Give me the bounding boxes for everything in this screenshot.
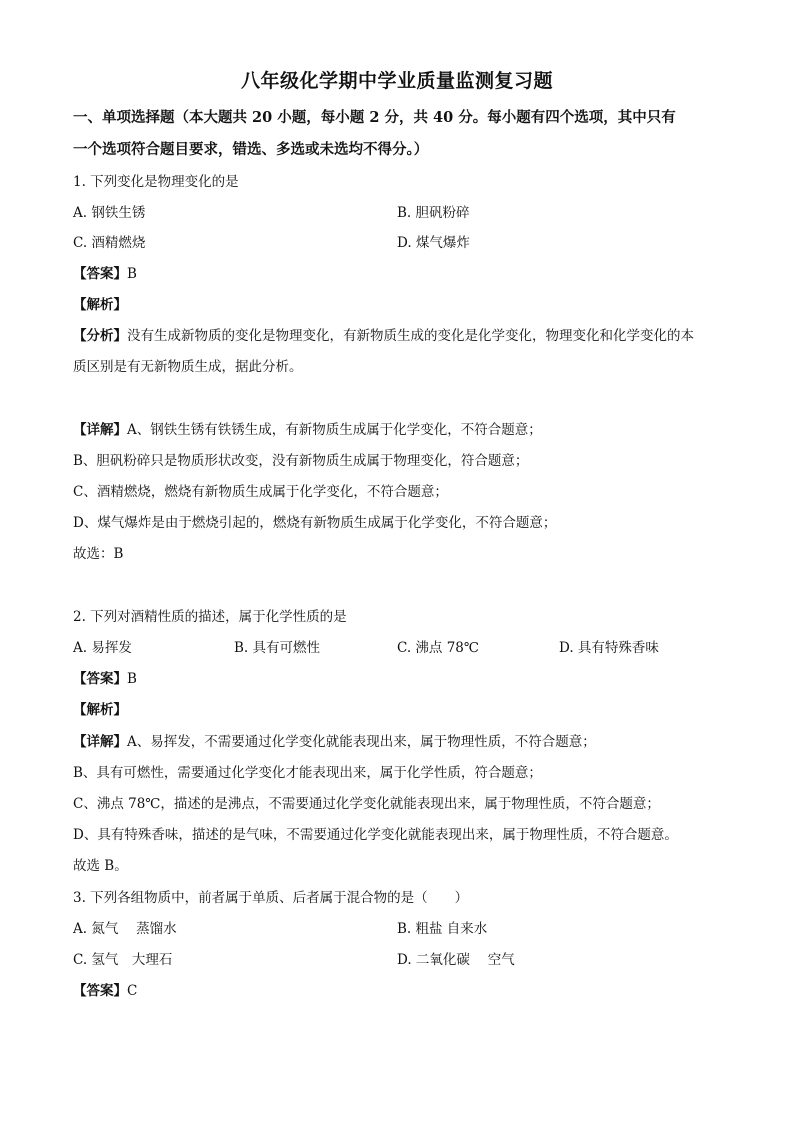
question-1-fenxi-line-2: 质区别是有无新物质生成，据此分析。 [73,359,303,375]
question-3-option-a: A. 氮气 蒸馏水 [73,921,177,937]
question-1-stem: 1. 下列变化是物理变化的是 [73,174,239,190]
fenxi-text: 没有生成新物质的变化是物理变化，有新物质生成的变化是化学变化，物理变化和化学变化的本 [127,328,694,344]
question-3-answer [73,981,137,1001]
question-2-option-a: A. 易挥发 [73,640,132,656]
detail-text: A、易挥发，不需要通过化学变化就能表现出来，属于物理性质，不符合题意； [127,734,596,750]
question-2-detail-line-4: D、具有特殊香味，描述的是气味，不需要通过化学变化就能表现出来，属于物理性质，不符合题意。 [73,827,678,843]
question-2-stem: 2. 下列对酒精性质的描述，属于化学性质的是 [73,609,347,625]
detail-text: A、钢铁生锈有铁锈生成，有新物质生成属于化学变化，不符合题意； [127,422,542,438]
question-1-option-b: B. 胆矾粉碎 [397,205,470,221]
question-3-stem: 3. 下列各组物质中，前者属于单质、后者属于混合物的是（ ） [73,890,469,906]
page-title: 八年级化学期中学业质量监测复习题 [240,70,553,92]
question-3-option-b: B. 粗盐 自来水 [397,921,488,937]
answer-value: B [127,671,137,687]
answer-value: C [127,983,138,999]
question-1-option-d: D. 煤气爆炸 [397,235,470,251]
question-2-detail-line-1 [73,732,596,752]
question-2-detail-line-2: B、具有可燃性，需要通过化学变化才能表现出来，属于化学性质，符合题意； [73,765,542,781]
question-3-option-c: C. 氢气 大理石 [73,952,173,968]
question-2-option-b: B. 具有可燃性 [234,640,321,656]
section-heading-line-1: 一、单项选择题（本大题共 20 小题，每小题 2 分，共 40 分。每小题有四个选项，其中只有 [73,109,676,126]
analysis-tag: 【解析】 [73,702,127,718]
question-1-analysis-tag [73,295,127,315]
detail-tag: 【详解】 [73,422,127,438]
question-2-answer [73,669,137,689]
question-2-conclusion: 故选 B。 [73,858,128,874]
section-heading-line-2: 一个选项符合题目要求，错选、多选或未选均不得分。） [73,141,429,158]
question-1-fenxi-line-1 [73,326,694,346]
question-2-detail-line-3: C、沸点 78℃，描述的是沸点，不需要通过化学变化就能表现出来，属于物理性质，不符合题意； [73,796,660,812]
fenxi-tag: 【分析】 [73,328,127,344]
question-1-conclusion: 故选：B [73,546,124,562]
answer-tag: 【答案】 [73,671,127,687]
answer-tag: 【答案】 [73,266,127,282]
question-1-detail-line-1 [73,420,542,440]
question-1-option-c: C. 酒精燃烧 [73,235,146,251]
analysis-tag: 【解析】 [73,297,127,313]
question-1-answer [73,264,137,284]
question-3-option-d: D. 二氧化碳 空气 [397,952,515,968]
question-1-detail-line-2: B、胆矾粉碎只是物质形状改变，没有新物质生成属于物理变化，符合题意； [73,453,529,469]
answer-value: B [127,266,137,282]
detail-tag: 【详解】 [73,734,127,750]
question-1-option-a: A. 钢铁生锈 [73,205,146,221]
question-2-analysis-tag [73,700,127,720]
question-2-option-d: D. 具有特殊香味 [559,640,659,656]
question-1-detail-line-4: D、煤气爆炸是由于燃烧引起的，燃烧有新物质生成属于化学变化，不符合题意； [73,515,557,531]
question-2-option-c: C. 沸点 78℃ [397,640,480,656]
question-1-detail-line-3: C、酒精燃烧，燃烧有新物质生成属于化学变化，不符合题意； [73,484,448,500]
answer-tag: 【答案】 [73,983,127,999]
